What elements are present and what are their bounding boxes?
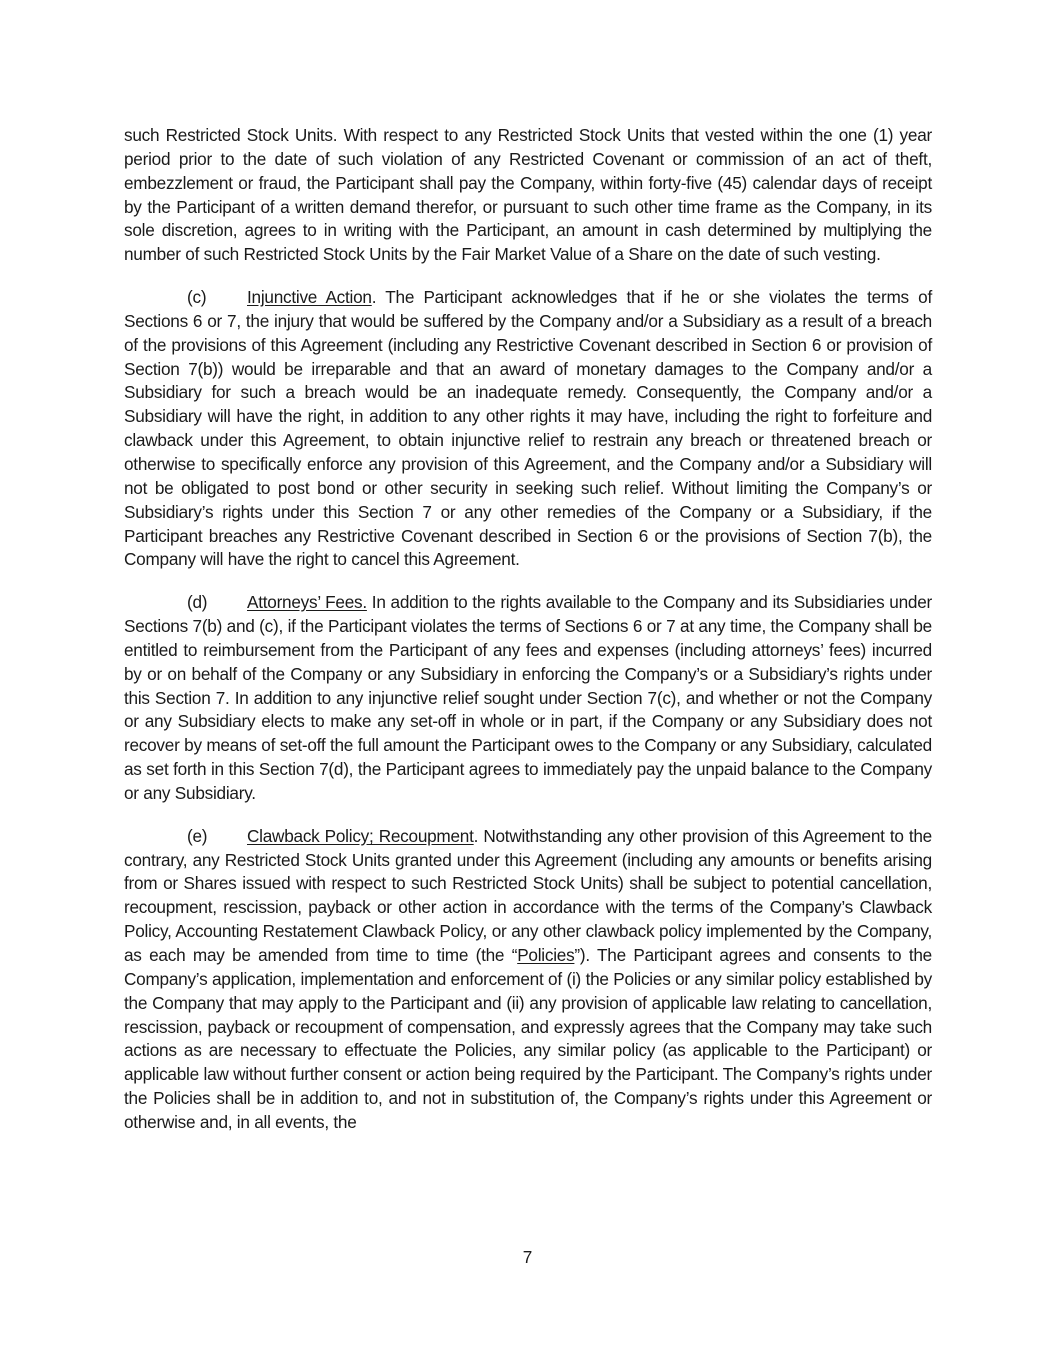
- section-d-paragraph: [124, 591, 932, 806]
- defined-term-policies: Policies: [517, 945, 575, 965]
- section-c-heading: Injunctive Action: [247, 287, 372, 308]
- section-e-body-part2: ”). The Participant agrees and consents to the Company’s application, implementation and enforcement of (i) the Policies or any similar policy established by the Company that may apply to the Participant and (ii) any provision of applicable law relating to cancellation, rescission, payback or recoupment of compensation, and expressly agrees that the Company may take such actions as are necessary to effectuate the Policies, any similar policy (as applicable to the Participant) or applicable law without further consent or action being required by the Participant. The Company’s rights under the Policies shall be in addition to, and not in substitution of, the Company’s rights under this Agreement or otherwise and, in all events, the: [124, 945, 932, 1132]
- page-number: 7: [522, 1247, 533, 1267]
- section-d-body: In addition to the rights available to the Company and its Subsidiaries under Sections 7(b) and (c), if the Participant violates the terms of Sections 6 or 7 at any time, the Company shall be entitled to reimbursement from the Participant of any fees and expenses (including attorneys’ fees) incurred by or on behalf of the Company or any Subsidiary in enforcing the Company’s or a Subsidiary’s rights under this Section 7. In addition to any injunctive relief sought under Section 7(c), and whether or not the Company or any Subsidiary elects to make any set-off in whole or in part, if the Company or any Subsidiary does not recover by means of set-off the full amount the Participant owes to the Company or any Subsidiary, calculated as set forth in this Section 7(d), the Participant agrees to immediately pay the unpaid balance to the Company or any Subsidiary.: [124, 592, 933, 803]
- intro-paragraph: such Restricted Stock Units. With respect to any Restricted Stock Units that vested within the one (1) year period prior to the date of such violation of any Restricted Covenant or commission of an act of theft, embezzlement or fraud, the Participant shall pay the Company, within forty-five (45) calendar days of receipt by the Participant of a written demand therefor, or pursuant to such other time frame as the Company, in its sole discretion, agrees to in writing with the Participant, an amount in cash determined by multiplying the number of such Restricted Stock Units by the Fair Market Value of a Share on the date of such vesting.: [124, 125, 932, 265]
- document-body: [124, 124, 932, 1135]
- section-e-body-part1: . Notwithstanding any other provision of this Agreement to the contrary, any Restricted Stock Units granted under this Agreement (including any amounts or benefits arising from or Shares issued with respect to such Restricted Stock Units) shall be subject to potential cancellation, recoupment, rescission, payback or other action in accordance with the terms of the Company’s Clawback Policy, Accounting Restatement Clawback Policy, or any other clawback policy implemented by the Company, as each may be amended from time to time (the “: [124, 825, 932, 965]
- section-e-label: (e): [187, 825, 208, 846]
- section-d-label: (d): [187, 592, 208, 613]
- section-c-paragraph: [124, 286, 932, 572]
- section-c-label: (c): [187, 287, 207, 308]
- section-c-body: . The Participant acknowledges that if he or she violates the terms of Sections 6 or 7, the injury that would be suffered by the Company and/or a Subsidiary as a result of a breach of the provisions of this Agreement (including any Restrictive Covenant described in Section 6 or provision of Section 7(b)) would be irreparable and that an award of monetary damages to the Company and/or a Subsidiary for such a breach would be an inadequate remedy. Consequently, the Company and/or a Subsidiary will have the right, in addition to any other rights it may have, including the right to forfeiture and clawback under this Agreement, to obtain injunctive relief to restrain any breach or threatened breach or otherwise to specifically enforce any provision of this Agreement, and the Company and/or a Subsidiary will not be obligated to post bond or other security in seeking such relief. Without limiting the Company’s or Subsidiary’s rights under this Section 7 or any other remedies of the Company or a Subsidiary, if the Participant breaches any Restrictive Covenant described in Section 6 or the provisions of Section 7(b), the Company will have the right to cancel this Agreement.: [124, 287, 932, 570]
- section-e-heading: Clawback Policy; Recoupment: [247, 825, 474, 846]
- section-d-heading: Attorneys’ Fees.: [247, 592, 367, 613]
- section-e-paragraph: [124, 825, 932, 1135]
